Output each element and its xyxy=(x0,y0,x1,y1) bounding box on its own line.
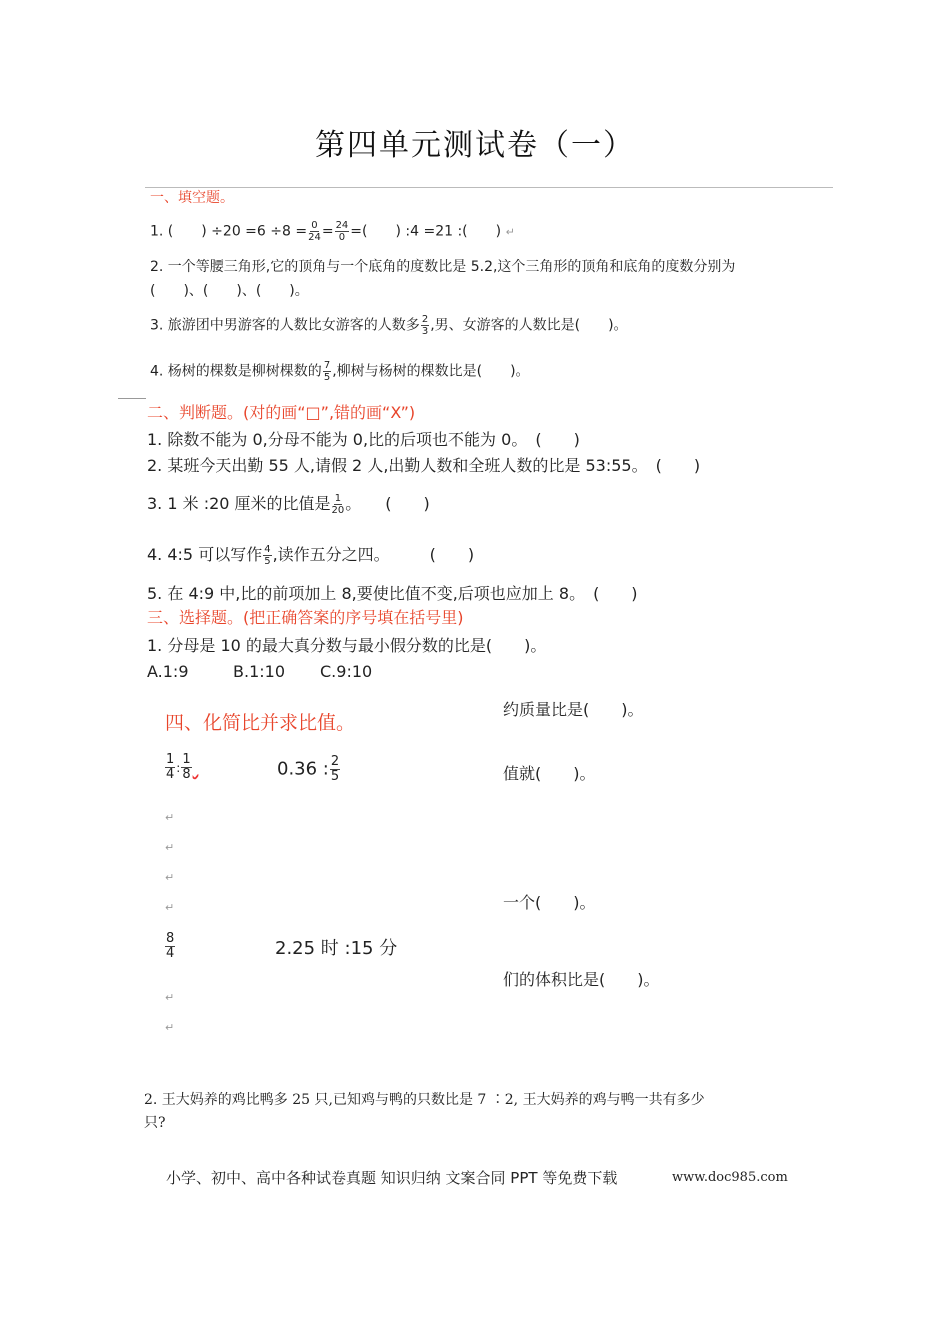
den: 4 xyxy=(166,946,175,961)
num: 8 xyxy=(166,931,175,946)
fraction xyxy=(421,314,429,337)
judge-q2: 2. 某班今天出勤 55 人,请假 2 人,出勤人数和全班人数的比是 53:55。 ( ) xyxy=(147,456,701,475)
section-choice-heading: 三、选择题。(把正确答案的序号填在括号里) xyxy=(147,608,464,627)
return-mark: ↵ xyxy=(505,225,515,239)
text: 。 ( ) xyxy=(345,494,430,513)
den: 5 xyxy=(264,556,271,567)
choice-q2-fragment: 约质量比是( )。 xyxy=(503,700,644,719)
num: 1 xyxy=(166,751,175,767)
judge-q5: 5. 在 4:9 中,比的前项加上 8,要使比值不变,后项也应加上 8。 ( ) xyxy=(147,584,638,603)
choice-q5-fragment: 们的体积比是( )。 xyxy=(503,970,660,989)
section-judge-heading: 二、判断题。(对的画“□”,错的画“X”) xyxy=(147,403,416,422)
word-problem-2-cont: 只? xyxy=(144,1115,166,1131)
fraction xyxy=(323,360,331,383)
fill-q2-blanks: ( )、( )、( )。 xyxy=(150,283,309,299)
choice-q3-fragment: 值就( )。 xyxy=(503,764,596,783)
den: 20 xyxy=(331,505,345,516)
return-mark: ↵ xyxy=(165,841,175,854)
return-mark: ↵ xyxy=(165,901,175,914)
fraction xyxy=(181,753,191,782)
divider xyxy=(145,187,833,188)
return-mark: ↵ xyxy=(165,811,175,824)
num: 7 xyxy=(323,360,331,371)
num: 2 xyxy=(421,314,429,325)
fill-q4 xyxy=(150,360,530,383)
den: 5 xyxy=(323,372,331,383)
den: 4 xyxy=(166,766,175,782)
eq: = xyxy=(321,223,334,240)
return-mark: ↵ xyxy=(165,871,175,884)
simplify-p2 xyxy=(277,755,341,784)
text: 3. 1 米 :20 厘米的比值是 xyxy=(147,494,331,513)
return-mark: ↵ xyxy=(165,1021,175,1034)
fraction xyxy=(165,753,175,782)
q1-text-b: =( ) :4 =21 :( ) xyxy=(350,223,502,240)
choice-option-b: B.1:10 xyxy=(233,662,285,681)
fill-q1 xyxy=(150,220,515,243)
num: 24 xyxy=(335,220,349,231)
num: 1 xyxy=(334,493,342,504)
choice-q1: 1. 分母是 10 的最大真分数与最小假分数的比是( )。 xyxy=(147,636,547,655)
word-problem-2: 2. 王大妈养的鸡比鸭多 25 只,已知鸡与鸭的只数比是 7 ∶2, 王大妈养的鸡与鸭一共有多少 xyxy=(144,1092,705,1108)
fill-q2: 2. 一个等腰三角形,它的顶角与一个底角的度数比是 5.2,这个三角形的顶角和底角的度数分别为 xyxy=(150,259,736,275)
q1-text-a: 1. ( ) ÷20 =6 ÷8 = xyxy=(150,223,308,240)
num: 1 xyxy=(182,751,191,767)
page-title: 第四单元测试卷（一） xyxy=(315,128,635,163)
fill-q3 xyxy=(150,314,628,337)
short-rule xyxy=(118,398,146,399)
fraction xyxy=(330,755,340,784)
judge-q3 xyxy=(147,493,430,516)
den: 5 xyxy=(330,769,340,784)
num: 2 xyxy=(330,754,340,769)
text: 4. 4:5 可以写作 xyxy=(147,545,263,564)
text: ,柳树与杨树的棵数比是( )。 xyxy=(332,363,530,380)
return-mark: ↵ xyxy=(165,991,175,1004)
footer-text: 小学、初中、高中各种试卷真题 知识归纳 文案合同 PPT 等免费下载 xyxy=(166,1169,618,1187)
fraction xyxy=(165,932,175,961)
fraction xyxy=(332,493,345,516)
fraction xyxy=(308,220,321,243)
choice-option-a: A.1:9 xyxy=(147,662,189,681)
num: 4 xyxy=(264,544,271,555)
section-fill-heading: 一、填空题。 xyxy=(150,190,234,206)
den: 3 xyxy=(421,326,429,337)
simplify-p1: $\frac{1}{4}$ : $\frac{1}{8}$ xyxy=(166,751,191,782)
text: 0.36 : xyxy=(277,758,329,780)
fraction xyxy=(263,544,271,567)
den: 0 xyxy=(338,232,346,243)
text: 4. 杨树的棵数是柳树棵数的 xyxy=(150,363,322,380)
text: ,读作五分之四。 ( ) xyxy=(272,545,475,564)
choice-q4-fragment: 一个( )。 xyxy=(503,893,596,912)
num: 0 xyxy=(311,220,318,231)
den: 24 xyxy=(308,232,321,243)
den: 8 xyxy=(182,766,191,782)
text: ,男、女游客的人数比是( )。 xyxy=(430,317,628,334)
section-simplify-heading: 四、化简比并求比值。 xyxy=(165,712,356,734)
simplify-p3 xyxy=(164,932,176,961)
simplify-p4: 2.25 时 :15 分 xyxy=(275,938,398,959)
text: 3. 旅游团中男游客的人数比女游客的人数多 xyxy=(150,317,420,334)
judge-q4 xyxy=(147,544,474,567)
judge-q1: 1. 除数不能为 0,分母不能为 0,比的后项也不能为 0。 ( ) xyxy=(147,430,580,449)
fraction xyxy=(335,220,350,243)
footer-url[interactable]: www.doc985.com xyxy=(672,1170,788,1185)
choice-option-c: C.9:10 xyxy=(320,662,373,681)
